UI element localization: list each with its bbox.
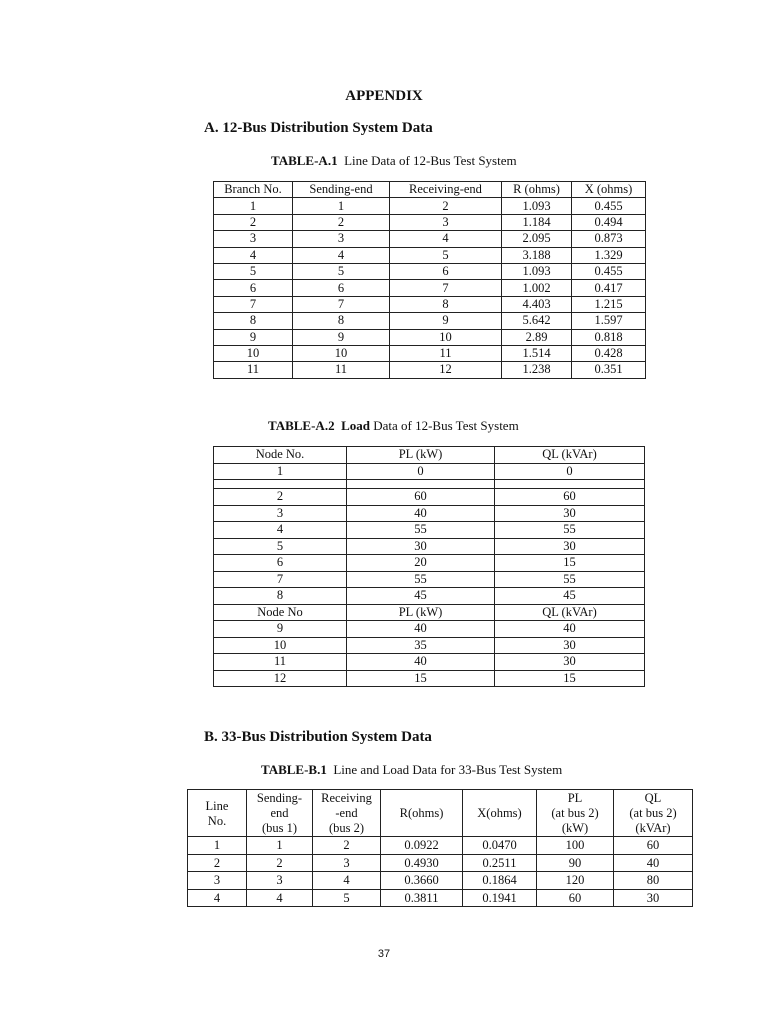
table-cell: 10 bbox=[293, 345, 390, 361]
table-cell: 80 bbox=[614, 872, 693, 890]
header-line: (bus 2) bbox=[328, 821, 365, 835]
header-line: Sending- bbox=[256, 791, 303, 805]
table-cell: 8 bbox=[214, 313, 293, 329]
table-row bbox=[214, 505, 645, 522]
table-row bbox=[214, 654, 645, 671]
table-cell: 7 bbox=[214, 571, 347, 588]
table-a1-label: TABLE-A.1 bbox=[271, 153, 338, 168]
table-a2-label: TABLE-A.2 bbox=[268, 418, 335, 433]
table-b1 bbox=[187, 789, 693, 907]
table-cell: 1.329 bbox=[572, 247, 646, 263]
table-cell: 0.1941 bbox=[463, 889, 537, 907]
table-cell: 1 bbox=[247, 837, 313, 855]
table-a2-caption bbox=[268, 418, 519, 434]
table-cell: 7 bbox=[214, 296, 293, 312]
table-cell: 45 bbox=[495, 588, 645, 605]
table-cell: 45 bbox=[347, 588, 495, 605]
table-header-cell bbox=[463, 790, 537, 837]
table-row bbox=[214, 522, 645, 539]
table-a1-caption-text: Line Data of 12-Bus Test System bbox=[344, 153, 517, 168]
table-row bbox=[214, 247, 646, 263]
table-row bbox=[214, 329, 646, 345]
table-cell: R (ohms) bbox=[502, 182, 572, 198]
table-cell: 90 bbox=[537, 854, 614, 872]
table-cell: PL (kW) bbox=[347, 604, 495, 621]
table-cell: 11 bbox=[390, 345, 502, 361]
header-line: (kVAr) bbox=[635, 821, 671, 835]
table-cell: QL (kVAr) bbox=[495, 604, 645, 621]
table-cell: 8 bbox=[293, 313, 390, 329]
table-cell: 1.238 bbox=[502, 362, 572, 378]
table-a2-label-load: Load bbox=[341, 418, 370, 433]
table-cell: 4 bbox=[390, 231, 502, 247]
table-cell: 15 bbox=[347, 670, 495, 687]
header-line: R(ohms) bbox=[399, 806, 444, 820]
table-cell: 0 bbox=[347, 463, 495, 480]
table-cell: 40 bbox=[347, 505, 495, 522]
table-a1 bbox=[213, 181, 646, 379]
table-cell: X (ohms) bbox=[572, 182, 646, 198]
table-cell: 5 bbox=[214, 538, 347, 555]
table-cell: 9 bbox=[390, 313, 502, 329]
header-line: X(ohms) bbox=[477, 806, 522, 820]
table-cell: 5 bbox=[313, 889, 381, 907]
table-a2 bbox=[213, 446, 645, 687]
table-row bbox=[214, 637, 645, 654]
header-line: -end bbox=[335, 806, 358, 820]
table-cell: 11 bbox=[214, 362, 293, 378]
table-cell: 6 bbox=[214, 555, 347, 572]
table-cell: 1 bbox=[214, 198, 293, 214]
table-header-cell bbox=[247, 790, 313, 837]
table-cell-empty bbox=[495, 480, 645, 489]
table-cell: 30 bbox=[495, 538, 645, 555]
table-cell: 3 bbox=[247, 872, 313, 890]
table-cell: 15 bbox=[495, 555, 645, 572]
table-cell: Sending-end bbox=[293, 182, 390, 198]
table-row bbox=[188, 872, 693, 890]
table-row bbox=[214, 555, 645, 572]
table-cell: 4.403 bbox=[502, 296, 572, 312]
table-row bbox=[214, 280, 646, 296]
table-cell: 5.642 bbox=[502, 313, 572, 329]
table-cell: 55 bbox=[347, 571, 495, 588]
table-cell: 1 bbox=[214, 463, 347, 480]
table-cell: 0.455 bbox=[572, 263, 646, 279]
table-cell: 1.184 bbox=[502, 214, 572, 230]
table-header-cell bbox=[188, 790, 247, 837]
table-cell: 0.0922 bbox=[381, 837, 463, 855]
table-header-cell bbox=[313, 790, 381, 837]
table-cell: 3 bbox=[313, 854, 381, 872]
table-cell: 60 bbox=[537, 889, 614, 907]
section-b-heading: B. 33-Bus Distribution System Data bbox=[204, 729, 432, 745]
table-row bbox=[188, 854, 693, 872]
table-cell: 15 bbox=[495, 670, 645, 687]
table-row bbox=[214, 214, 646, 230]
table-cell: 7 bbox=[390, 280, 502, 296]
table-cell: 60 bbox=[495, 489, 645, 506]
table-cell: 55 bbox=[495, 571, 645, 588]
table-cell: 9 bbox=[214, 329, 293, 345]
table-b1-body bbox=[188, 790, 693, 907]
table-row bbox=[214, 263, 646, 279]
table-cell: 2 bbox=[313, 837, 381, 855]
table-cell: 0.494 bbox=[572, 214, 646, 230]
table-cell: 1 bbox=[188, 837, 247, 855]
table-cell: 3 bbox=[293, 231, 390, 247]
header-line: (bus 1) bbox=[261, 821, 298, 835]
table-cell: 0.3811 bbox=[381, 889, 463, 907]
table-cell: 60 bbox=[347, 489, 495, 506]
table-cell: 30 bbox=[347, 538, 495, 555]
table-cell: 2 bbox=[214, 489, 347, 506]
header-line: (at bus 2) bbox=[551, 806, 599, 820]
table-cell: 0.455 bbox=[572, 198, 646, 214]
table-cell: 3 bbox=[188, 872, 247, 890]
table-row bbox=[214, 463, 645, 480]
table-cell: 1.093 bbox=[502, 263, 572, 279]
table-b1-label: TABLE-B.1 bbox=[261, 762, 327, 777]
table-cell: 8 bbox=[214, 588, 347, 605]
table-cell: 40 bbox=[347, 654, 495, 671]
table-cell: 0.873 bbox=[572, 231, 646, 247]
table-cell: 0.1864 bbox=[463, 872, 537, 890]
table-cell: 4 bbox=[214, 522, 347, 539]
table-cell: 4 bbox=[313, 872, 381, 890]
table-b1-caption-text: Line and Load Data for 33-Bus Test System bbox=[333, 762, 563, 777]
table-cell: 11 bbox=[293, 362, 390, 378]
table-cell: 7 bbox=[293, 296, 390, 312]
table-row bbox=[214, 571, 645, 588]
table-row bbox=[214, 538, 645, 555]
table-cell: 4 bbox=[214, 247, 293, 263]
table-cell: 55 bbox=[347, 522, 495, 539]
table-cell: 4 bbox=[293, 247, 390, 263]
table-cell: 12 bbox=[214, 670, 347, 687]
table-cell: 10 bbox=[390, 329, 502, 345]
table-row bbox=[214, 198, 646, 214]
table-cell: 2 bbox=[390, 198, 502, 214]
table-cell: 30 bbox=[495, 637, 645, 654]
table-header-cell bbox=[614, 790, 693, 837]
table-cell: 12 bbox=[390, 362, 502, 378]
table-cell: 6 bbox=[390, 263, 502, 279]
page-number: 37 bbox=[377, 948, 391, 960]
table-spacer-row bbox=[214, 480, 645, 489]
header-line: Line bbox=[205, 798, 229, 813]
table-cell: 3 bbox=[390, 214, 502, 230]
table-cell: 40 bbox=[614, 854, 693, 872]
table-cell: 60 bbox=[614, 837, 693, 855]
table-cell-empty bbox=[214, 480, 347, 489]
table-cell: Branch No. bbox=[214, 182, 293, 198]
table-cell: 5 bbox=[214, 263, 293, 279]
table-cell: 0.428 bbox=[572, 345, 646, 361]
table-cell: 40 bbox=[347, 621, 495, 638]
table-cell: 2 bbox=[247, 854, 313, 872]
table-row bbox=[214, 362, 646, 378]
table-cell: 1.514 bbox=[502, 345, 572, 361]
table-header-cell bbox=[381, 790, 463, 837]
table-cell: 2 bbox=[293, 214, 390, 230]
table-cell: 0.0470 bbox=[463, 837, 537, 855]
table-cell: 6 bbox=[214, 280, 293, 296]
table-header-cell bbox=[537, 790, 614, 837]
table-cell: 0.818 bbox=[572, 329, 646, 345]
table-row bbox=[214, 345, 646, 361]
table-cell: 9 bbox=[214, 621, 347, 638]
header-line: No. bbox=[207, 813, 227, 828]
table-cell: 0.3660 bbox=[381, 872, 463, 890]
header-line: (kW) bbox=[561, 821, 589, 835]
table-cell: 0.4930 bbox=[381, 854, 463, 872]
table-cell: 6 bbox=[293, 280, 390, 296]
table-cell: 0.2511 bbox=[463, 854, 537, 872]
table-cell: 1.215 bbox=[572, 296, 646, 312]
table-row bbox=[214, 670, 645, 687]
header-line: QL bbox=[644, 791, 662, 805]
table-cell: 9 bbox=[293, 329, 390, 345]
table-row bbox=[214, 621, 645, 638]
table-cell: 10 bbox=[214, 637, 347, 654]
table-cell: Receiving-end bbox=[390, 182, 502, 198]
table-cell: 20 bbox=[347, 555, 495, 572]
table-cell: 40 bbox=[495, 621, 645, 638]
header-line: (at bus 2) bbox=[629, 806, 677, 820]
table-cell: 3 bbox=[214, 231, 293, 247]
table-a1-caption bbox=[271, 153, 517, 169]
table-a2-caption-text: Data of 12-Bus Test System bbox=[373, 418, 519, 433]
table-cell: 3.188 bbox=[502, 247, 572, 263]
table-row bbox=[214, 489, 645, 506]
table-b1-caption bbox=[261, 762, 562, 778]
table-cell: 1 bbox=[293, 198, 390, 214]
table-cell: 30 bbox=[495, 654, 645, 671]
table-cell: 55 bbox=[495, 522, 645, 539]
table-row bbox=[214, 231, 646, 247]
table-row bbox=[188, 889, 693, 907]
table-cell: 1.597 bbox=[572, 313, 646, 329]
table-cell: 0.351 bbox=[572, 362, 646, 378]
table-cell: 1.002 bbox=[502, 280, 572, 296]
table-a1-body bbox=[214, 182, 646, 379]
table-cell: 2.89 bbox=[502, 329, 572, 345]
table-a2-body bbox=[214, 447, 645, 687]
table-cell: 0.417 bbox=[572, 280, 646, 296]
table-cell: 2.095 bbox=[502, 231, 572, 247]
header-line: end bbox=[270, 806, 289, 820]
table-header-row bbox=[188, 790, 693, 837]
section-a-heading: A. 12-Bus Distribution System Data bbox=[204, 120, 433, 136]
table-cell: 0 bbox=[495, 463, 645, 480]
table-cell: 30 bbox=[495, 505, 645, 522]
table-cell: 120 bbox=[537, 872, 614, 890]
table-cell-empty bbox=[347, 480, 495, 489]
table-row bbox=[214, 313, 646, 329]
header-line: Receiving bbox=[321, 791, 372, 805]
table-row bbox=[214, 588, 645, 605]
table-subheader-row bbox=[214, 604, 645, 621]
table-cell: 35 bbox=[347, 637, 495, 654]
table-cell: 100 bbox=[537, 837, 614, 855]
table-cell: 8 bbox=[390, 296, 502, 312]
table-cell: 2 bbox=[214, 214, 293, 230]
table-cell: 2 bbox=[188, 854, 247, 872]
table-cell: 5 bbox=[390, 247, 502, 263]
table-cell: 4 bbox=[188, 889, 247, 907]
table-cell: 3 bbox=[214, 505, 347, 522]
table-cell: PL (kW) bbox=[347, 447, 495, 464]
table-row bbox=[188, 837, 693, 855]
table-cell: 30 bbox=[614, 889, 693, 907]
table-cell: 11 bbox=[214, 654, 347, 671]
table-cell: 10 bbox=[214, 345, 293, 361]
table-cell: 4 bbox=[247, 889, 313, 907]
header-line: PL bbox=[567, 791, 583, 805]
table-cell: Node No bbox=[214, 604, 347, 621]
table-cell: Node No. bbox=[214, 447, 347, 464]
appendix-title: APPENDIX bbox=[345, 88, 423, 104]
table-header-row bbox=[214, 447, 645, 464]
table-cell: QL (kVAr) bbox=[495, 447, 645, 464]
table-row bbox=[214, 296, 646, 312]
table-cell: 1.093 bbox=[502, 198, 572, 214]
table-cell: 5 bbox=[293, 263, 390, 279]
table-header-row bbox=[214, 182, 646, 198]
